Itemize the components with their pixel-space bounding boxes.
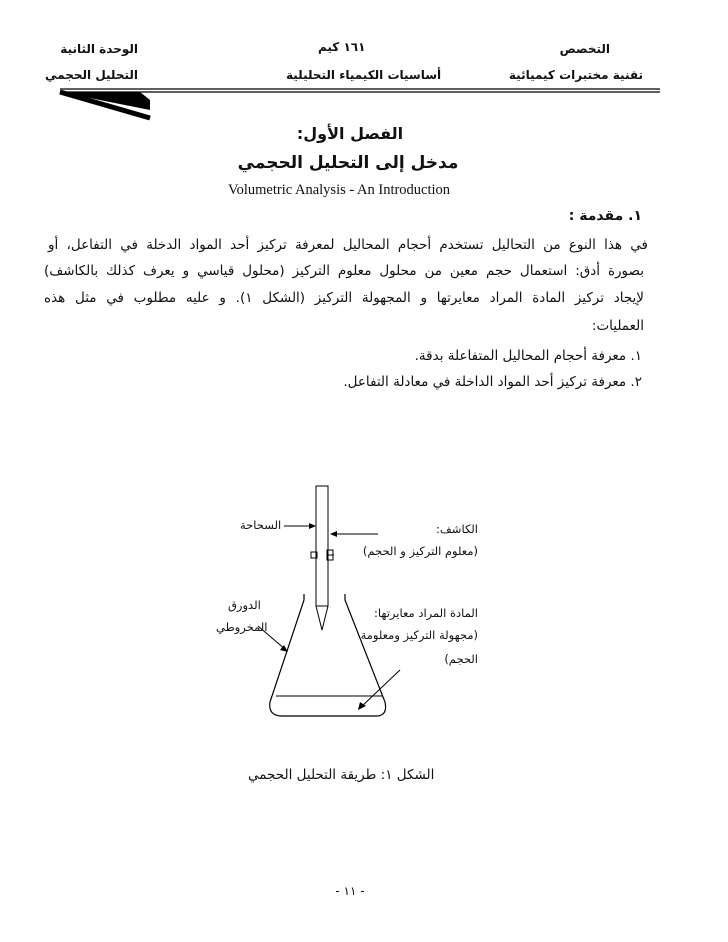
analyte-description-line-2: الحجم) <box>444 652 478 666</box>
chapter-title: مدخل إلى التحليل الحجمي <box>237 153 459 173</box>
header-rule <box>0 0 728 130</box>
header-course-code: ١٦١ كيم <box>318 40 366 54</box>
chapter-english-title: Volumetric Analysis - An Introduction <box>228 182 451 198</box>
conical-flask <box>270 594 386 716</box>
titration-figure <box>0 470 728 740</box>
burette-arrow <box>284 523 316 529</box>
list-item-2: ٢. معرفة تركيز أحد المواد الداخلة في معادلة التفاعل. <box>343 374 642 390</box>
header-course-title: أساسيات الكيمياء التحليلية <box>286 68 442 82</box>
section-heading: ١. مقدمة : <box>568 208 642 224</box>
paragraph-line-1: في هذا النوع من التحاليل تستخدم أحجام المحاليل لمعرفة تركيز أحد المواد الدخلة في التفاعل، أو <box>48 237 648 253</box>
header-unit: الوحدة الثانية <box>60 42 138 56</box>
burette <box>316 486 328 606</box>
page-number: - ١١ - <box>335 884 365 898</box>
titrant-label: الكاشف: <box>436 522 478 536</box>
chapter-number: الفصل الأول: <box>296 124 404 143</box>
analyte-label: المادة المراد معايرتها: <box>374 606 478 620</box>
flask-label-line-1: الدورق <box>228 598 261 612</box>
flask-label-line-2: المخروطي <box>216 620 268 634</box>
header-specialty: تقنية مختبرات كيميائية <box>508 68 643 82</box>
analyte-arrow <box>358 670 400 710</box>
burette-tip <box>316 606 328 630</box>
titrant-description: (معلوم التركيز و الحجم) <box>362 544 478 558</box>
header-specialty-label: التخصص <box>559 42 610 56</box>
burette-label: السحاحة <box>240 518 282 532</box>
paragraph-line-2: بصورة أدق: استعمال حجم معين من محلول معلوم التركيز (محلول قياسي و يعرف كذلك بالكاشف) <box>44 263 644 279</box>
header-unit-title: التحليل الحجمي <box>45 68 138 82</box>
paragraph-line-3: لإيجاد تركيز المادة المراد معايرتها و المجهولة التركيز (الشكل ١). و عليه مطلوب في مثل هذه <box>44 290 644 306</box>
figure-caption: الشكل ١: طريقة التحليل الحجمي <box>248 767 435 783</box>
list-item-1: ١. معرفة أحجام المحاليل المتفاعلة بدقة. <box>414 348 642 364</box>
analyte-description-line-1: (مجهولة التركيز ومعلومة <box>360 628 478 642</box>
titrant-arrow <box>330 531 378 537</box>
paragraph-line-4: العمليات: <box>591 318 644 334</box>
